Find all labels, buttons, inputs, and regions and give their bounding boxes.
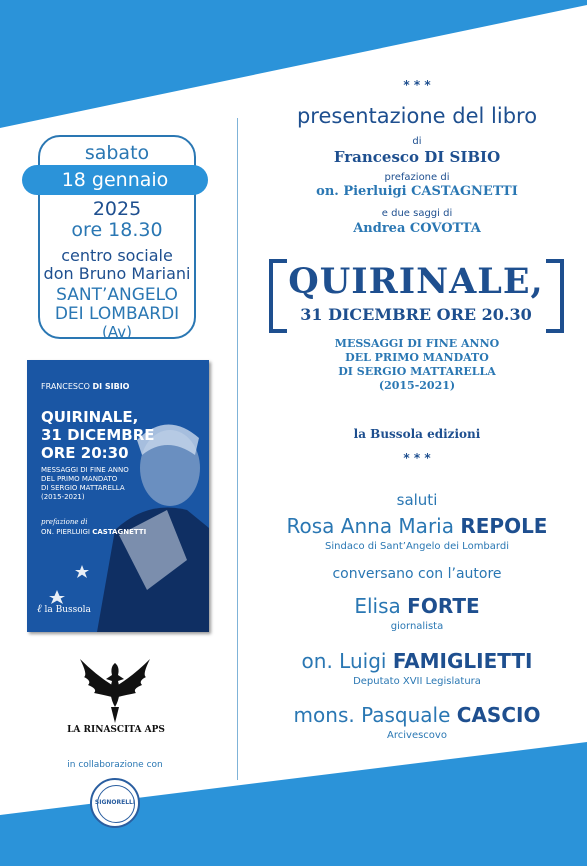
event-year: 2025 (92, 198, 142, 220)
subtitle-line4: (2015-2021) (378, 379, 456, 392)
cover-title-line3: ORE 20:30 (41, 444, 129, 462)
greeter-role: Sindaco di Sant’Angelo dei Lombardi (325, 541, 509, 552)
cover-sub-line1: MESSAGGI DI FINE ANNO (41, 466, 129, 474)
cover-author-first: FRANCESCO (41, 382, 90, 391)
cover-preface-first: ON. PIERLUIGI (41, 528, 90, 536)
greeter-first: Rosa Anna Maria (286, 514, 454, 538)
book-title-line1: QUIRINALE, (288, 261, 544, 302)
preface-label: prefazione di (384, 172, 450, 183)
publisher-logo-icon: ℓ (37, 602, 42, 615)
greeter-name (270, 514, 564, 538)
column-divider (237, 118, 238, 780)
speaker3-first: mons. Pasquale (293, 703, 451, 727)
presentation-heading: presentazione del libro (296, 104, 538, 128)
subtitle-line2: DEL PRIMO MANDATO (345, 351, 489, 364)
book-title-line2: 31 DICEMBRE ORE 20.30 (300, 305, 532, 324)
converse-label: conversano con l’autore (332, 566, 502, 582)
cover-sub-line2: DEL PRIMO MANDATO (41, 475, 118, 483)
preface-name (300, 184, 534, 199)
subtitle-line3: DI SERGIO MATTARELLA (338, 365, 496, 378)
collab-label: in collaborazione con (67, 760, 163, 770)
event-time: ore 18.30 (71, 219, 163, 241)
cover-publisher (37, 602, 91, 615)
speaker3-name (270, 703, 564, 727)
cover-author (41, 382, 129, 391)
cover-preface-label: prefazione di (41, 518, 88, 526)
preface-last: CASTAGNETTI (411, 184, 518, 199)
book-cover (27, 360, 209, 632)
speaker2-role: Deputato XVII Legislatura (353, 676, 481, 687)
speaker1-last: FORTE (407, 594, 480, 618)
author-first: Francesco (333, 148, 420, 166)
cover-title-line2: 31 DICEMBRE (41, 426, 155, 444)
cover-preface-last: CASTAGNETTI (92, 528, 147, 536)
cover-sub-line4: (2015-2021) (41, 493, 85, 501)
greeter-last: REPOLE (460, 514, 548, 538)
stars-bottom: * * * (403, 451, 431, 465)
phoenix-logo-icon (78, 655, 152, 725)
town-line2: DEI LOMBARDI (54, 304, 180, 324)
essays-name (300, 221, 534, 236)
cover-title-line1: QUIRINALE, (41, 408, 139, 426)
event-date: 18 gennaio (22, 165, 208, 195)
publisher-name: la Bussola edizioni (353, 427, 481, 441)
cover-author-last: DI SIBIO (92, 382, 130, 391)
essays-last: COVOTTA (409, 221, 481, 236)
speaker2-first: on. Luigi (301, 649, 387, 673)
cover-preface-name (41, 528, 146, 536)
cover-sub-line3: DI SERGIO MATTARELLA (41, 484, 125, 492)
speaker1-first: Elisa (354, 594, 401, 618)
seal-text: SIGNORELLI (94, 799, 136, 806)
province: (Av) (102, 323, 132, 341)
preface-first: on. Pierluigi (316, 184, 407, 199)
essays-label: e due saggi di (381, 208, 453, 219)
speaker3-role: Arcivescovo (387, 730, 447, 741)
speaker1-name (270, 594, 564, 618)
speaker2-last: FAMIGLIETTI (392, 649, 533, 673)
stars-top: * * * (403, 78, 431, 92)
author-last: DI SIBIO (424, 148, 501, 166)
essays-first: Andrea (353, 221, 406, 236)
greetings-label: saluti (396, 491, 438, 509)
speaker2-name (270, 649, 564, 673)
by-label: di (412, 136, 422, 147)
town-line1: SANT’ANGELO (56, 285, 178, 305)
event-day: sabato (84, 142, 150, 164)
logo-text: LA RINASCITA APS (67, 725, 165, 735)
author-name (300, 148, 534, 166)
subtitle-line1: MESSAGGI DI FINE ANNO (334, 337, 500, 350)
venue-line2: don Bruno Mariani (43, 264, 191, 283)
cover-publisher-name: la Bussola (44, 605, 91, 615)
speaker1-role: giornalista (390, 621, 444, 632)
venue-line1: centro sociale (61, 246, 173, 265)
speaker3-last: CASCIO (456, 703, 541, 727)
signorelli-seal (90, 778, 140, 828)
